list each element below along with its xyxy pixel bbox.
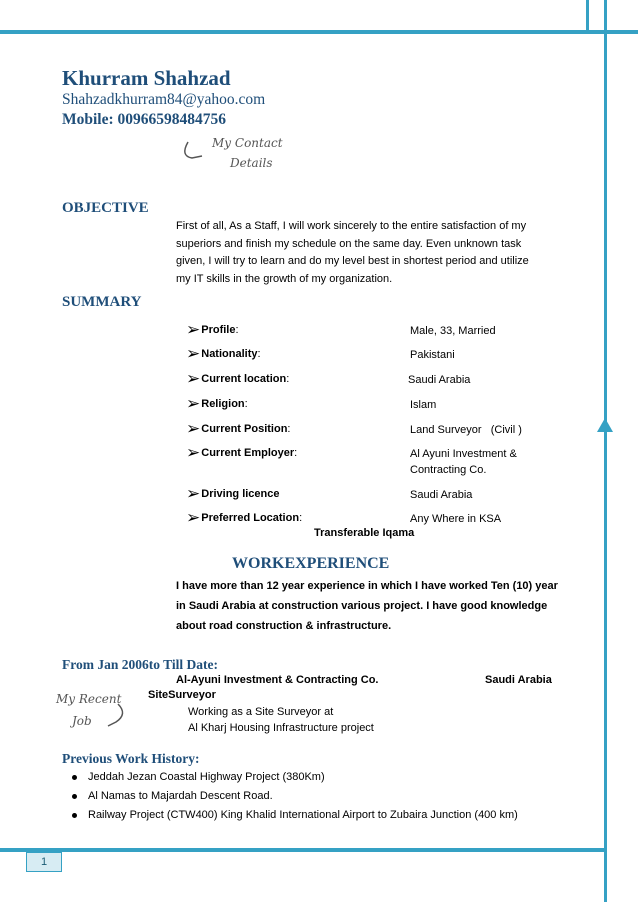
right-border-line [604,0,607,902]
previous-work-heading: Previous Work History: [62,751,200,766]
contact-note-line-1: My Contact [212,136,283,150]
recent-note-line-1: My Recent [56,692,122,706]
summary-item-nationality [186,344,261,363]
summary-label: Nationality [201,348,258,360]
arrow-bullet-icon: ➢ [186,394,201,413]
summary-value: Any Where in KSA [410,513,502,525]
arrow-bullet-icon: ➢ [186,484,201,503]
summary-colon: : [244,398,248,410]
company-location: Saudi Arabia [485,674,552,686]
summary-item-employer [186,443,298,462]
top-border-line [0,30,638,34]
job-description-line: Al Kharj Housing Infrastructure project [188,722,374,734]
recent-note-line-2: Job [72,714,92,728]
job-title: SiteSurveyor [148,689,216,701]
summary-value: Islam [410,399,437,411]
objective-line: my IT skills in the growth of my organization. [176,272,393,285]
objective-line: superiors and finish my schedule on the same day. Even unknown task [176,237,522,250]
summary-heading: SUMMARY [62,294,142,310]
email-address: Shahzadkhurram84@yahoo.com [62,91,266,108]
contact-note-line-2: Details [230,156,273,170]
previous-work-list [72,768,518,825]
page-number: 1 [26,852,62,872]
summary-colon: : [286,373,290,385]
list-item: Al Namas to Majardah Descent Road. [72,787,518,806]
summary-label: Preferred Location [201,512,300,524]
objective-line: given, I will try to learn and do my level best in shortest period and utilize [176,255,529,267]
summary-item-profile [186,320,239,339]
arrow-bullet-icon: ➢ [186,344,201,363]
arrow-bullet-icon: ➢ [186,320,201,339]
arrow-bullet-icon: ➢ [186,443,201,462]
objective-line: First of all, As a Staff, I will work sincerely to the entire satisfaction of my [176,220,527,232]
summary-value: Pakistani [410,349,455,361]
up-arrow-icon [597,418,613,432]
recent-job-handwriting [56,690,136,740]
work-experience-text [176,576,576,636]
mobile-number: Mobile: 00966598484756 [62,111,227,128]
candidate-name: Khurram Shahzad [62,66,231,90]
arrow-bullet-icon: ➢ [186,419,201,438]
summary-colon: : [287,423,291,435]
transferable-note: Transferable Iqama [314,527,415,539]
summary-item-location [186,369,290,388]
summary-value: Male, 33, Married [410,325,496,337]
curve-stroke-icon [56,690,136,740]
summary-label: Profile [201,324,236,336]
summary-item-religion [186,394,248,413]
job-description-line: Working as a Site Surveyor at [188,706,334,718]
objective-heading: OBJECTIVE [62,200,149,216]
summary-label: Current Position [201,423,288,435]
summary-item-licence [186,484,280,503]
arrow-bullet-icon: ➢ [186,369,201,388]
summary-item-preferred [186,508,303,527]
list-item: Jeddah Jezan Coastal Highway Project (380Km) [72,768,518,787]
summary-value: Al Ayuni Investment & [410,448,517,460]
work-experience-heading: WORKEXPERIENCE [232,555,390,572]
top-right-border-line [586,0,589,30]
summary-colon: : [294,447,298,459]
summary-label: Current location [201,373,287,385]
summary-colon: : [299,512,303,524]
work-line: in Saudi Arabia at construction various project. I have good knowledge [176,600,548,612]
objective-text [176,218,576,288]
summary-value: Saudi Arabia [408,374,471,386]
current-job-heading: From Jan 2006to Till Date: [62,657,218,672]
summary-label: Current Employer [201,447,295,459]
contact-details-handwriting [178,134,288,180]
summary-colon: : [235,324,239,336]
list-item: Railway Project (CTW400) King Khalid International Airport to Zubaira Junction (400 km) [72,806,518,825]
arrow-bullet-icon: ➢ [186,508,201,527]
company-name: Al-Ayuni Investment & Contracting Co. [176,674,379,686]
work-line: about road construction & infrastructure. [176,620,392,632]
summary-value: Saudi Arabia [410,489,473,501]
bottom-border-line [0,848,604,852]
summary-item-position [186,419,291,438]
work-line: I have more than 12 year experience in which I have worked Ten (10) year [176,580,558,592]
summary-value-cont: Contracting Co. [410,464,487,476]
summary-value: Land Surveyor (Civil ) [410,424,522,436]
summary-label: Driving licence [201,488,280,500]
summary-label: Religion [201,398,245,410]
summary-colon: : [257,348,261,360]
